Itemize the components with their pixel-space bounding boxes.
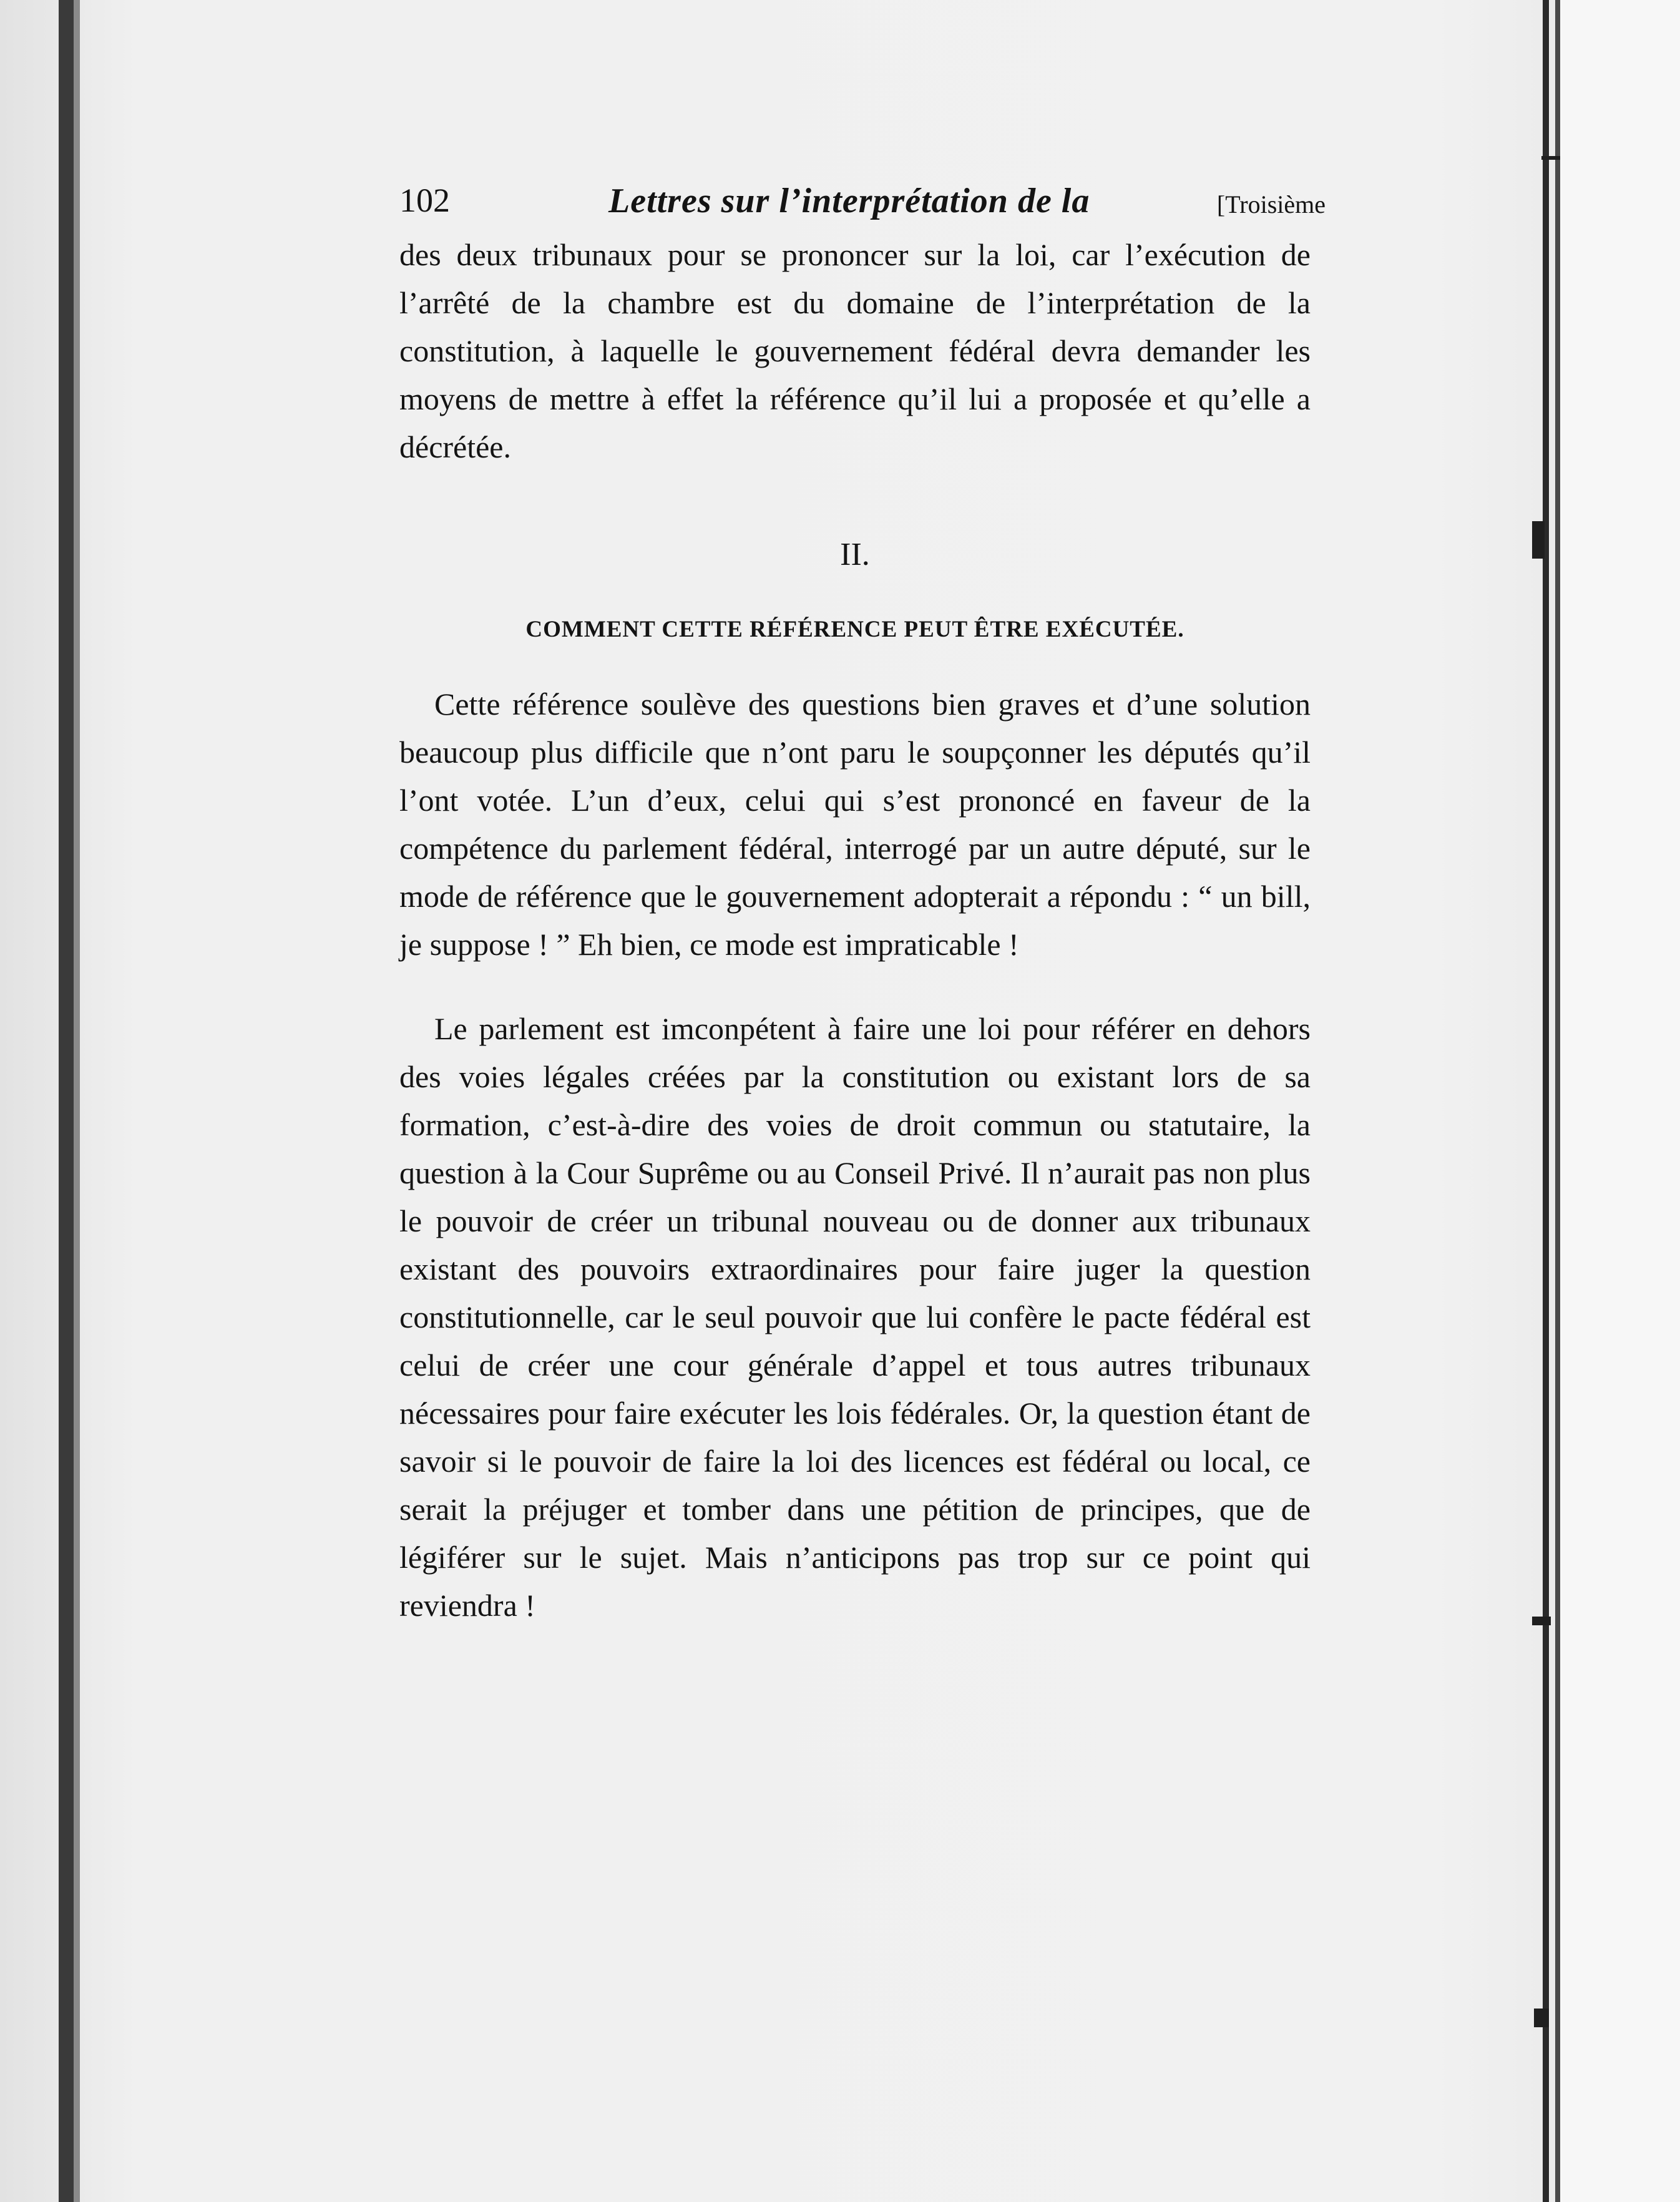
left-binding-shadow (74, 0, 80, 2202)
paragraph: des deux tribunaux pour se prononcer sur la loi, car l’exécution de l’arrêté de la chambre est du domaine de l’interprétation de la constitution, à laquelle le gouvernement fédéral devra demander les moyens de mettre à effet la référence qu’il lui a proposée et qu’elle a décrétée. (399, 237, 1311, 464)
body-text (399, 231, 1311, 1630)
right-margin-strip (1560, 0, 1680, 2202)
page-number: 102 (399, 182, 450, 219)
binding-mark (1532, 1617, 1551, 1625)
right-binding-edge-inner (1555, 0, 1560, 2202)
book-page (399, 181, 1326, 1630)
section-title: COMMENT CETTE RÉFÉRENCE PEUT ÊTRE EXÉCUTÉE. (525, 617, 1184, 642)
paragraph: Cette référence soulève des questions bien graves et d’une solution beaucoup plus difficile que n’ont paru le soupçonner les députés qu’il l’ont votée. L’un d’eux, celui qui s’est prononcé en faveur de la compétence du parlement fédéral, interrogé par un autre député, sur le mode de référence que le gouvernement adopterait a répondu : “ un bill, je suppose ! ” Eh bien, ce mode est impraticable ! (399, 687, 1311, 962)
left-binding-edge (59, 0, 74, 2202)
running-part: [Troisième (1216, 190, 1326, 218)
paragraph-gap (399, 969, 1311, 1005)
binding-mark (1541, 156, 1560, 160)
binding-mark (1532, 521, 1545, 559)
binding-mark (1534, 2009, 1549, 2027)
running-head (399, 181, 1326, 231)
running-title: Lettres sur l’interprétation de la (608, 182, 1090, 220)
section-number: II. (840, 537, 870, 572)
right-binding-edge (1543, 0, 1549, 2202)
paragraph: Le parlement est imconpétent à faire une loi pour référer en dehors des voies légales créées par la constitution ou existant lors de sa formation, c’est-à-dire des voies de droit commun ou statutaire, la question à la Cour Suprême ou au Conseil Privé. Il n’aurait pas non plus le pouvoir de créer un tribunal nouveau ou de donner aux tribunaux existant des pouvoirs extraordinaires pour faire juger la question constitutionnelle, car le seul pouvoir que lui confère le pacte fédéral est celui de créer une cour générale d’appel et tous autres tribunaux nécessaires pour faire exécuter les lois fédérales. Or, la question étant de savoir si le pouvoir de faire la loi des licences est fédéral ou local, ce serait la préjuger et tomber dans une pétition de principes, que de légiférer sur le sujet. Mais n’anticipons pas trop sur ce point qui reviendra ! (399, 1011, 1311, 1623)
